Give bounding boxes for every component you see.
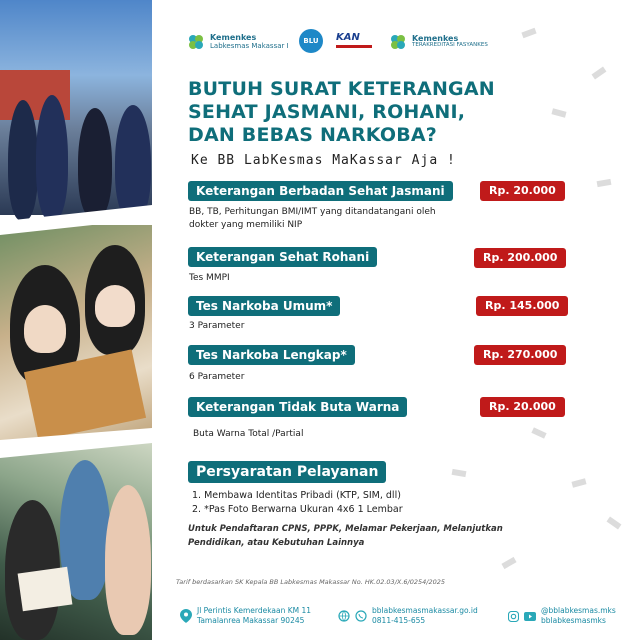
- service-description: Buta Warna Total /Partial: [193, 429, 304, 439]
- graduation-cap-decoration: [501, 557, 516, 569]
- person-figure: [115, 105, 151, 220]
- service-title: Tes Narkoba Umum*: [188, 296, 340, 316]
- graduation-cap-decoration: [531, 427, 546, 438]
- footer-contact: [338, 606, 478, 626]
- face: [95, 285, 135, 327]
- graduation-cap-decoration: [521, 28, 536, 38]
- requirements-note: Untuk Pendaftaran CPNS, PPPK, Melamar Pekerjaan, Melanjutkan Pendidikan, atau Kebutuhan Lainnya: [188, 524, 503, 548]
- graduation-cap-decoration: [551, 108, 566, 117]
- kan-underline: [336, 45, 372, 48]
- logo-kan: KAN: [336, 32, 360, 43]
- youtube-icon: [524, 612, 536, 621]
- service-description: 3 Parameter: [189, 321, 245, 331]
- logo-title: Kemenkes: [210, 33, 257, 43]
- instagram-icon: [508, 611, 519, 622]
- whatsapp-icon: [355, 610, 367, 622]
- service-title: Tes Narkoba Lengkap*: [188, 345, 355, 365]
- website-link[interactable]: bblabkesmasmakassar.go.id: [372, 606, 478, 615]
- kemenkes-icon: [186, 32, 206, 52]
- service-description: 6 Parameter: [189, 372, 245, 382]
- logo-kemenkes-labkesmas: [186, 32, 289, 52]
- person-figure: [36, 95, 68, 220]
- instagram-handle[interactable]: @bblabkesmas.mks: [541, 606, 616, 615]
- graduation-cap-decoration: [592, 67, 607, 80]
- graduation-cap-decoration: [452, 469, 467, 477]
- service-title: Keterangan Tidak Buta Warna: [188, 397, 407, 417]
- graduation-cap-decoration: [607, 517, 622, 530]
- requirements-title: Persyaratan Pelayanan: [188, 461, 386, 483]
- service-price: Rp. 20.000: [480, 181, 565, 201]
- location-pin-icon: [180, 609, 192, 623]
- face: [24, 305, 66, 353]
- page-title: BUTUH SURAT KETERANGAN SEHAT JASMANI, ROHANI, DAN BEBAS NARKOBA?: [188, 78, 495, 146]
- logo-subtitle: Labkesmas Makassar I: [210, 41, 289, 50]
- service-price: Rp. 270.000: [474, 345, 566, 365]
- service-title: Keterangan Berbadan Sehat Jasmani: [188, 181, 453, 201]
- logo-subtitle: TERAKREDITASI FASYANKES: [412, 42, 488, 49]
- phone-number[interactable]: 0811-415-655: [372, 616, 426, 625]
- service-price: Rp. 200.000: [474, 248, 566, 268]
- person-figure: [105, 485, 151, 635]
- graduation-cap-decoration: [597, 179, 612, 187]
- photo-column: [0, 0, 152, 640]
- tariff-note: Tarif berdasarkan SK Kepala BB Labkesmas Makassar No. HK.02.03/X.6/0254/2025: [176, 578, 446, 586]
- service-description: BB, TB, Perhitungan BMI/IMT yang ditandatangani oleh dokter yang memiliki NIP: [189, 207, 436, 230]
- logo-title: Kemenkes: [412, 33, 459, 43]
- globe-icon: [338, 610, 350, 622]
- page-subtitle: Ke BB LabKesmas MaKassar Aja !: [191, 153, 456, 168]
- youtube-handle[interactable]: bblabkesmasmks: [541, 616, 606, 625]
- address-line-1: Jl Perintis Kemerdekaan KM 11: [197, 606, 312, 615]
- photo-students-laughing: [0, 440, 152, 640]
- logo-kemenkes-akreditasi: [388, 32, 488, 52]
- service-title: Keterangan Sehat Rohani: [188, 247, 377, 267]
- requirement-item: 1. Membawa Identitas Pribadi (KTP, SIM, dll): [192, 490, 401, 501]
- footer-social: [508, 606, 616, 626]
- person-figure: [8, 100, 38, 220]
- kemenkes-icon: [388, 32, 408, 52]
- service-price: Rp. 145.000: [476, 296, 568, 316]
- address-line-2: Tamalanrea Makassar 90245: [197, 616, 305, 625]
- graduation-cap-decoration: [571, 478, 586, 487]
- service-price: Rp. 20.000: [480, 397, 565, 417]
- person-figure: [78, 108, 112, 218]
- book: [18, 567, 73, 612]
- logo-blu: BLU: [299, 29, 323, 53]
- service-description: Tes MMPI: [189, 273, 230, 283]
- photo-women-envelope: [0, 225, 152, 450]
- photo-students-group: [0, 0, 152, 215]
- requirement-item: 2. *Pas Foto Berwarna Ukuran 4x6 1 Lembar: [192, 504, 403, 515]
- footer-address: [180, 606, 311, 626]
